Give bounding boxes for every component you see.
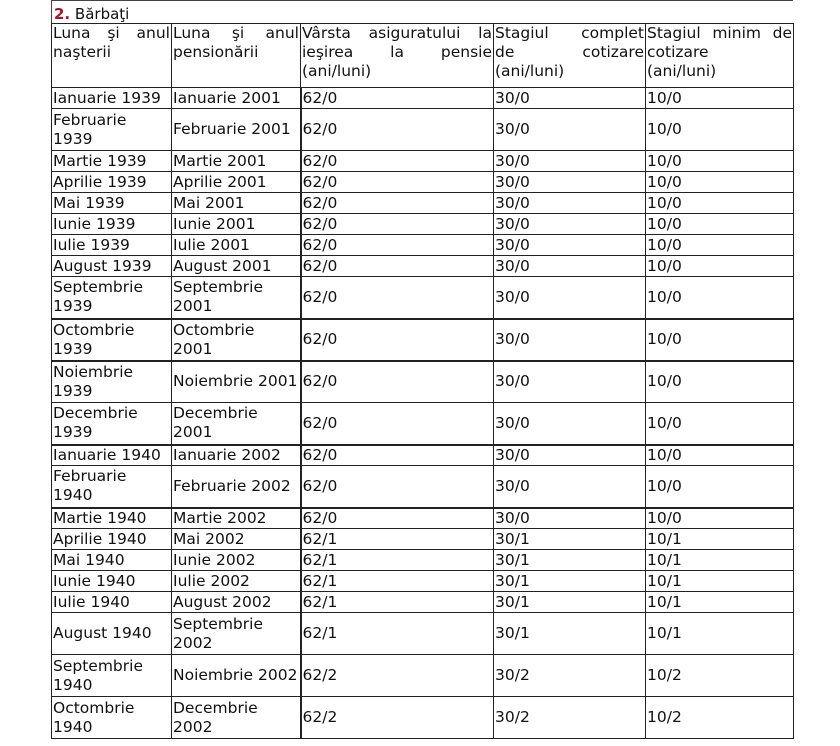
cell-min-stage: 10/0 <box>646 277 794 319</box>
cell-min-stage: 10/0 <box>646 109 794 151</box>
header-min-line1: Stagiul minim de <box>647 24 792 42</box>
cell-retirement: Martie 2002 <box>172 508 301 529</box>
cell-full-stage: 30/0 <box>494 508 646 529</box>
cell-age: 62/0 <box>301 361 494 403</box>
cell-retirement: Februarie 2001 <box>172 109 301 151</box>
cell-birth: Octombrie 1939 <box>52 319 172 361</box>
cell-birth: August 1939 <box>52 256 172 277</box>
cell-age: 62/1 <box>301 592 494 613</box>
header-full-stage <box>494 24 646 88</box>
cell-min-stage: 10/0 <box>646 151 794 172</box>
table-row <box>52 193 794 214</box>
cell-retirement: Decembrie 2001 <box>172 403 301 445</box>
table-row <box>52 466 794 508</box>
header-min-stage <box>646 24 794 88</box>
cell-full-stage: 30/0 <box>494 151 646 172</box>
cell-birth: Mai 1939 <box>52 193 172 214</box>
cell-birth: Aprilie 1940 <box>52 529 172 550</box>
table-row <box>52 403 794 445</box>
cell-age: 62/0 <box>301 445 494 466</box>
cell-full-stage: 30/0 <box>494 466 646 508</box>
cell-retirement: Mai 2001 <box>172 193 301 214</box>
header-age-line1: Vârsta asiguratului la <box>302 24 492 42</box>
cell-birth: Martie 1939 <box>52 151 172 172</box>
cell-birth: Februarie 1939 <box>52 109 172 151</box>
cell-birth: Septembrie 1939 <box>52 277 172 319</box>
header-full-line3: (ani/luni) <box>495 62 565 80</box>
cell-min-stage: 10/2 <box>646 697 794 739</box>
cell-birth: Septembrie 1940 <box>52 655 172 697</box>
cell-min-stage: 10/2 <box>646 655 794 697</box>
cell-full-stage: 30/2 <box>494 655 646 697</box>
table-row <box>52 172 794 193</box>
table-row <box>52 109 794 151</box>
cell-full-stage: 30/0 <box>494 172 646 193</box>
cell-full-stage: 30/0 <box>494 109 646 151</box>
cell-full-stage: 30/2 <box>494 697 646 739</box>
header-birth-line2: naşterii <box>53 43 111 61</box>
table-row <box>52 445 794 466</box>
cell-age: 62/0 <box>301 88 494 109</box>
cell-retirement: Ianuarie 2002 <box>172 445 301 466</box>
cell-full-stage: 30/1 <box>494 571 646 592</box>
table-row <box>52 256 794 277</box>
cell-age: 62/1 <box>301 571 494 592</box>
cell-age: 62/2 <box>301 697 494 739</box>
cell-full-stage: 30/0 <box>494 193 646 214</box>
table-row <box>52 151 794 172</box>
header-age-line3: (ani/luni) <box>302 62 372 80</box>
cell-age: 62/0 <box>301 319 494 361</box>
cell-retirement: August 2001 <box>172 256 301 277</box>
cell-retirement: Septembrie 2001 <box>172 277 301 319</box>
table-row <box>52 697 794 739</box>
header-age <box>301 24 494 88</box>
cell-min-stage: 10/1 <box>646 550 794 571</box>
cell-full-stage: 30/1 <box>494 613 646 655</box>
cell-retirement: Iulie 2002 <box>172 571 301 592</box>
cell-age: 62/0 <box>301 466 494 508</box>
cell-full-stage: 30/0 <box>494 88 646 109</box>
table-row <box>52 88 794 109</box>
cell-age: 62/1 <box>301 613 494 655</box>
cell-retirement: Iunie 2001 <box>172 214 301 235</box>
cell-birth: Ianuarie 1940 <box>52 445 172 466</box>
cell-min-stage: 10/0 <box>646 193 794 214</box>
table-row <box>52 550 794 571</box>
cell-min-stage: 10/1 <box>646 592 794 613</box>
cell-birth: Martie 1940 <box>52 508 172 529</box>
cell-min-stage: 10/0 <box>646 445 794 466</box>
cell-age: 62/0 <box>301 109 494 151</box>
cell-retirement: Decembrie 2002 <box>172 697 301 739</box>
cell-retirement: Noiembrie 2001 <box>172 361 301 403</box>
cell-min-stage: 10/0 <box>646 466 794 508</box>
cell-age: 62/0 <box>301 403 494 445</box>
cell-age: 62/0 <box>301 172 494 193</box>
header-birth <box>52 24 172 88</box>
section-title: Bărbaţi <box>74 5 130 23</box>
header-min-line3: (ani/luni) <box>647 62 717 80</box>
cell-min-stage: 10/0 <box>646 214 794 235</box>
header-full-line2: de cotizare <box>495 43 644 61</box>
header-age-line2: ieşirea la pensie <box>302 43 492 61</box>
cell-birth: August 1940 <box>52 613 172 655</box>
cell-birth: Iunie 1939 <box>52 214 172 235</box>
cell-birth: Noiembrie 1939 <box>52 361 172 403</box>
cell-full-stage: 30/1 <box>494 592 646 613</box>
cell-full-stage: 30/0 <box>494 214 646 235</box>
table-row <box>52 592 794 613</box>
cell-birth: Octombrie 1940 <box>52 697 172 739</box>
cell-full-stage: 30/0 <box>494 235 646 256</box>
cell-birth: Iulie 1940 <box>52 592 172 613</box>
cell-retirement: Iulie 2001 <box>172 235 301 256</box>
cell-birth: Februarie 1940 <box>52 466 172 508</box>
cell-birth: Iunie 1940 <box>52 571 172 592</box>
cell-min-stage: 10/1 <box>646 571 794 592</box>
cell-birth: Decembrie 1939 <box>52 403 172 445</box>
cell-full-stage: 30/0 <box>494 403 646 445</box>
cell-birth: Ianuarie 1939 <box>52 88 172 109</box>
header-min-line2: cotizare <box>647 43 709 61</box>
table-row <box>52 655 794 697</box>
cell-retirement: Ianuarie 2001 <box>172 88 301 109</box>
cell-retirement: Aprilie 2001 <box>172 172 301 193</box>
cell-retirement: Mai 2002 <box>172 529 301 550</box>
cell-retirement: Februarie 2002 <box>172 466 301 508</box>
cell-retirement: Octombrie 2001 <box>172 319 301 361</box>
document-page <box>51 0 793 739</box>
pension-table <box>51 23 794 739</box>
cell-min-stage: 10/0 <box>646 235 794 256</box>
table-row <box>52 235 794 256</box>
cell-age: 62/0 <box>301 508 494 529</box>
cell-age: 62/0 <box>301 151 494 172</box>
table-row <box>52 529 794 550</box>
cell-birth: Mai 1940 <box>52 550 172 571</box>
cell-retirement: Noiembrie 2002 <box>172 655 301 697</box>
cell-age: 62/0 <box>301 277 494 319</box>
table-row <box>52 277 794 319</box>
cell-full-stage: 30/1 <box>494 550 646 571</box>
cell-age: 62/1 <box>301 529 494 550</box>
cell-age: 62/0 <box>301 235 494 256</box>
header-birth-line1: Luna şi anul <box>53 24 170 42</box>
table-row <box>52 361 794 403</box>
cell-min-stage: 10/0 <box>646 172 794 193</box>
header-retirement-line2: pensionării <box>173 43 259 61</box>
cell-min-stage: 10/0 <box>646 319 794 361</box>
cell-retirement: Septembrie 2002 <box>172 613 301 655</box>
header-full-line1: Stagiul complet <box>495 24 644 42</box>
header-retirement-line1: Luna şi anul <box>173 24 299 42</box>
table-body <box>52 88 794 739</box>
cell-min-stage: 10/0 <box>646 361 794 403</box>
cell-age: 62/1 <box>301 550 494 571</box>
cell-age: 62/0 <box>301 256 494 277</box>
cell-min-stage: 10/0 <box>646 403 794 445</box>
cell-age: 62/0 <box>301 193 494 214</box>
cell-min-stage: 10/0 <box>646 508 794 529</box>
cell-min-stage: 10/1 <box>646 529 794 550</box>
cell-full-stage: 30/0 <box>494 277 646 319</box>
cell-age: 62/2 <box>301 655 494 697</box>
table-row <box>52 571 794 592</box>
cell-min-stage: 10/0 <box>646 256 794 277</box>
cell-min-stage: 10/1 <box>646 613 794 655</box>
table-row <box>52 319 794 361</box>
section-heading <box>51 0 793 23</box>
cell-full-stage: 30/0 <box>494 256 646 277</box>
cell-full-stage: 30/0 <box>494 319 646 361</box>
cell-full-stage: 30/1 <box>494 529 646 550</box>
header-retirement <box>172 24 301 88</box>
table-row <box>52 508 794 529</box>
cell-retirement: Martie 2001 <box>172 151 301 172</box>
cell-min-stage: 10/0 <box>646 88 794 109</box>
cell-birth: Iulie 1939 <box>52 235 172 256</box>
cell-full-stage: 30/0 <box>494 445 646 466</box>
cell-retirement: Iunie 2002 <box>172 550 301 571</box>
cell-retirement: August 2002 <box>172 592 301 613</box>
cell-full-stage: 30/0 <box>494 361 646 403</box>
section-number: 2. <box>54 5 71 23</box>
table-row <box>52 613 794 655</box>
table-row <box>52 214 794 235</box>
cell-birth: Aprilie 1939 <box>52 172 172 193</box>
cell-age: 62/0 <box>301 214 494 235</box>
